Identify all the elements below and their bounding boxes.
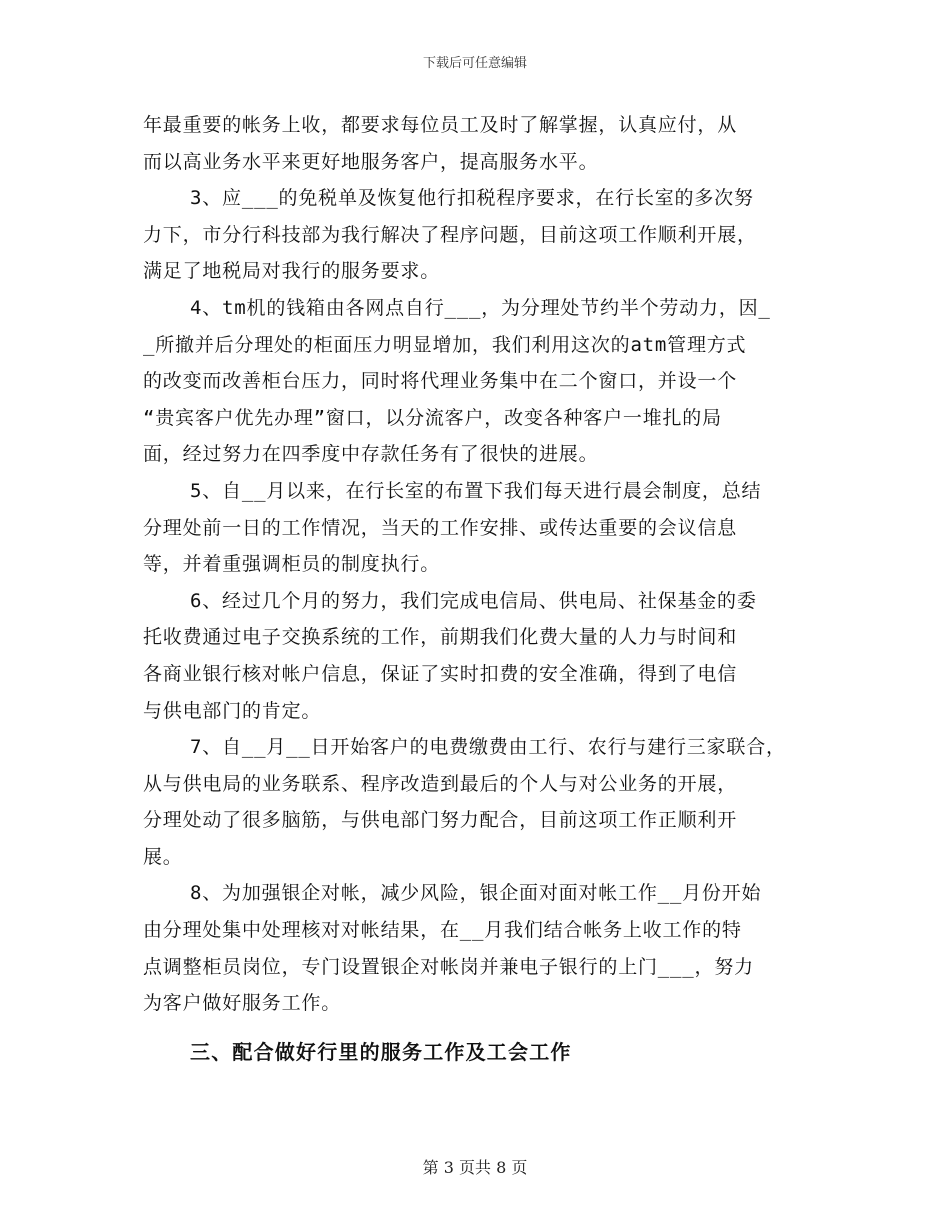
document-body [143,107,823,1022]
text-line: “贵宾客户优先办理”窗口，以分流客户，改变各种客户一堆扎的局 [143,406,722,429]
text-line: 满足了地税局对我行的服务要求。 [143,260,441,283]
text-line: 年最重要的帐务上收，都要求每位员工及时了解掌握，认真应付，从 [143,114,738,136]
text-line: 的改变而改善柜台压力，同时将代理业务集中在二个窗口，并设一个 [143,370,738,393]
text-line: 从与供电局的业务联系、程序改造到最后的个人与对公业务的开展， [143,772,738,795]
paragraph-start-line: 6、经过几个月的努力，我们完成电信局、供电局、社保基金的委 [190,589,757,612]
paragraph-start-line: 8、为加强银企对帐，减少风险，银企面对面对帐工作__月份开始 [190,882,762,905]
page-number: 第 3 页共 8 页 [422,1158,528,1177]
text-line: 展。 [143,845,183,868]
paragraph-start-line: 3、应___的免税单及恢复他行扣税程序要求，在行长室的多次努 [190,187,754,210]
text-line: 托收费通过电子交换系统的工作，前期我们化费大量的人力与时间和 [143,626,738,649]
section-heading: 三、配合做好行里的服务工作及工会工作 [190,1040,572,1064]
text-line: 分理处动了很多脑筋，与供电部门努力配合，目前这项工作正顺利开 [143,809,738,832]
text-line: 等，并着重强调柜员的制度执行。 [143,553,441,576]
text-line: 力下，市分行科技部为我行解决了程序问题，目前这项工作顺利开展， [143,223,757,246]
page-header: 下载后可任意编辑 [422,56,527,71]
text-line: 为客户做好服务工作。 [143,992,342,1015]
paragraph-start-line: 5、自__月以来，在行长室的布置下我们每天进行晨会制度，总结 [190,479,762,502]
text-line: 点调整柜员岗位，专门设置银企对帐岗并兼电子银行的上门___，努力 [143,955,754,978]
text-line: 由分理处集中处理核对对帐结果，在__月我们结合帐务上收工作的特 [143,919,742,942]
paragraph-start-line: 4、tm机的钱箱由各网点自行___，为分理处节约半个劳动力，因_ [190,296,771,319]
text-line: 分理处前一日的工作情况，当天的工作安排、或传达重要的会议信息 [143,516,738,539]
text-line: 各商业银行核对帐户信息，保证了实时扣费的安全准确，得到了电信 [143,662,738,685]
paragraph-start-line: 7、自__月__日开始客户的电费缴费由工行、农行与建行三家联合， [190,736,786,759]
text-line: _所撤并后分理处的柜面压力明显增加，我们利用这次的atm管理方式 [143,333,747,356]
text-line: 面，经过努力在四季度中存款任务有了很快的进展。 [143,443,599,466]
text-line: 而以高业务水平来更好地服务客户，提高服务水平。 [143,150,599,173]
text-line: 与供电部门的肯定。 [143,699,322,722]
